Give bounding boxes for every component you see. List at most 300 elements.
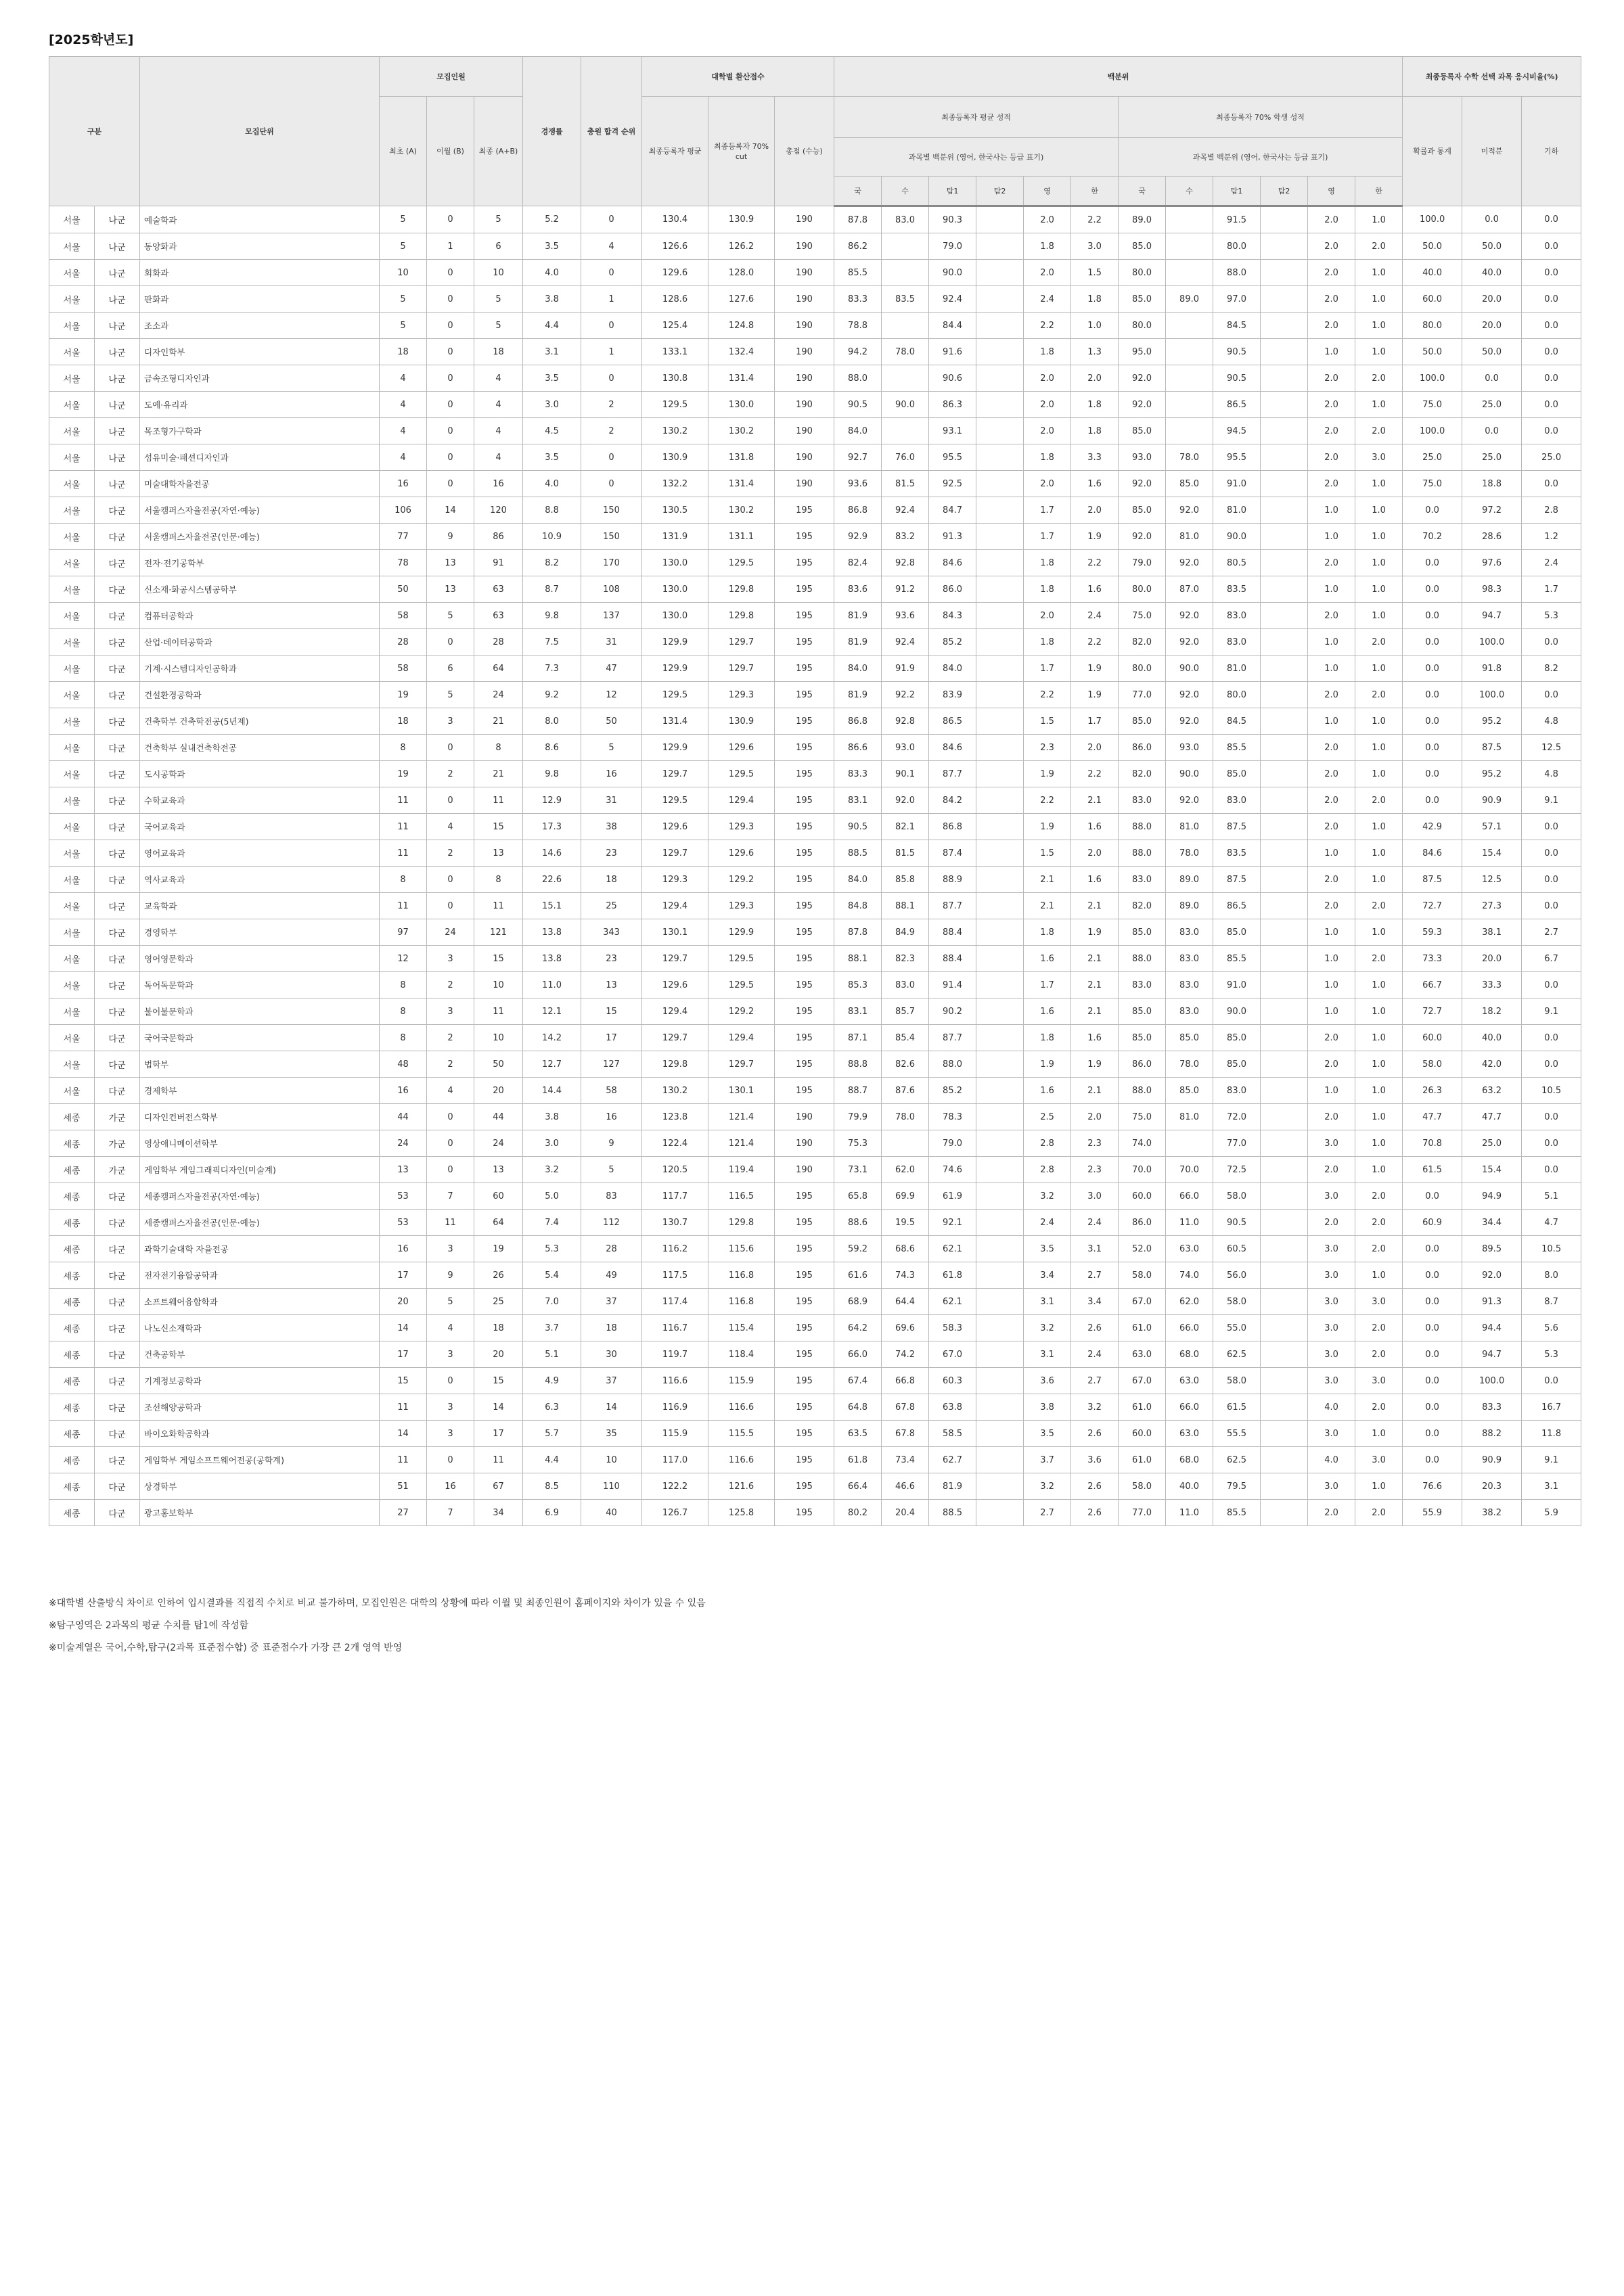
cell-waitlist-rank: 35: [581, 1421, 642, 1447]
cell-p70-t2: [1261, 1210, 1308, 1236]
cell-score-avg: 123.8: [642, 1104, 708, 1130]
cell-recruit-final: 18: [474, 1315, 523, 1341]
cell-campus: 서울: [49, 1078, 95, 1104]
cell-group: 다군: [95, 998, 140, 1025]
cell-group: 나군: [95, 444, 140, 471]
cell-waitlist-rank: 37: [581, 1289, 642, 1315]
cell-avg-t2: [976, 233, 1024, 260]
cell-avg-hist: 2.6: [1071, 1473, 1119, 1500]
cell-ratio-stat: 50.0: [1403, 233, 1462, 260]
cell-p70-hist: 1.0: [1355, 972, 1403, 998]
cell-avg-eng: 3.6: [1024, 1368, 1071, 1394]
cell-avg-t1: 87.7: [929, 761, 976, 787]
cell-ratio-stat: 0.0: [1403, 1289, 1462, 1315]
cell-unit: 건축학부 실내건축학전공: [140, 735, 380, 761]
cell-recruit-initial: 11: [380, 1394, 427, 1421]
cell-p70-hist: 1.0: [1355, 576, 1403, 603]
cell-p70-eng: 2.0: [1308, 893, 1355, 919]
table-row: [49, 524, 1581, 550]
cell-avg-hist: 2.2: [1071, 550, 1119, 576]
cell-recruit-final: 11: [474, 893, 523, 919]
cell-p70-eng: 1.0: [1308, 524, 1355, 550]
cell-campus: 서울: [49, 1025, 95, 1051]
cell-p70-math: 62.0: [1166, 1289, 1213, 1315]
cell-recruit-transfer: 0: [427, 1104, 474, 1130]
cell-avg-math: [882, 313, 929, 339]
cell-p70-eng: 1.0: [1308, 998, 1355, 1025]
cell-recruit-initial: 5: [380, 313, 427, 339]
cell-p70-hist: 1.0: [1355, 735, 1403, 761]
cell-p70-t2: [1261, 313, 1308, 339]
header-score-total: 총점 (수능): [775, 97, 834, 206]
cell-avg-hist: 1.8: [1071, 392, 1119, 418]
cell-score-avg: 117.5: [642, 1262, 708, 1289]
cell-recruit-final: 10: [474, 260, 523, 286]
cell-score-avg: 130.8: [642, 365, 708, 392]
cell-ratio-calc: 92.0: [1462, 1262, 1522, 1289]
cell-avg-t2: [976, 840, 1024, 867]
cell-group: 다군: [95, 946, 140, 972]
cell-score-avg: 117.7: [642, 1183, 708, 1210]
cell-p70-math: 66.0: [1166, 1394, 1213, 1421]
cell-avg-t2: [976, 998, 1024, 1025]
cell-p70-hist: 1.0: [1355, 1051, 1403, 1078]
cell-unit: 도시공학과: [140, 761, 380, 787]
cell-group: 다군: [95, 1315, 140, 1341]
cell-p70-t1: 87.5: [1213, 814, 1261, 840]
cell-recruit-final: 26: [474, 1262, 523, 1289]
cell-campus: 서울: [49, 761, 95, 787]
cell-campus: 세종: [49, 1421, 95, 1447]
cell-competition: 8.2: [523, 550, 581, 576]
cell-score-70cut: 130.9: [708, 708, 775, 735]
cell-p70-t1: 86.5: [1213, 893, 1261, 919]
cell-recruit-initial: 18: [380, 339, 427, 365]
cell-waitlist-rank: 0: [581, 365, 642, 392]
cell-avg-kor: 86.8: [834, 708, 882, 735]
cell-avg-hist: 2.6: [1071, 1421, 1119, 1447]
cell-recruit-final: 24: [474, 1130, 523, 1157]
cell-recruit-transfer: 0: [427, 629, 474, 656]
cell-avg-math: 69.6: [882, 1315, 929, 1341]
cell-ratio-calc: 87.5: [1462, 735, 1522, 761]
cell-score-total: 195: [775, 603, 834, 629]
cell-campus: 세종: [49, 1394, 95, 1421]
table-row: [49, 1183, 1581, 1210]
cell-avg-hist: 1.7: [1071, 708, 1119, 735]
cell-waitlist-rank: 13: [581, 972, 642, 998]
cell-competition: 12.7: [523, 1051, 581, 1078]
cell-p70-t1: 85.5: [1213, 946, 1261, 972]
table-row: [49, 603, 1581, 629]
cell-avg-eng: 2.1: [1024, 867, 1071, 893]
cell-campus: 세종: [49, 1289, 95, 1315]
cell-recruit-final: 8: [474, 867, 523, 893]
cell-recruit-initial: 77: [380, 524, 427, 550]
cell-ratio-geo: 6.7: [1522, 946, 1581, 972]
cell-avg-hist: 1.9: [1071, 524, 1119, 550]
cell-p70-t1: 91.0: [1213, 972, 1261, 998]
cell-unit: 컴퓨터공학과: [140, 603, 380, 629]
cell-avg-t1: 60.3: [929, 1368, 976, 1394]
cell-p70-t2: [1261, 1262, 1308, 1289]
cell-avg-t1: 58.5: [929, 1421, 976, 1447]
cell-p70-t2: [1261, 1473, 1308, 1500]
cell-avg-t1: 87.7: [929, 893, 976, 919]
admission-results-table: [49, 56, 1581, 1526]
cell-avg-eng: 2.0: [1024, 206, 1071, 233]
cell-ratio-calc: 20.3: [1462, 1473, 1522, 1500]
cell-avg-t1: 62.1: [929, 1289, 976, 1315]
cell-avg-t2: [976, 656, 1024, 682]
cell-p70-eng: 2.0: [1308, 682, 1355, 708]
cell-waitlist-rank: 10: [581, 1447, 642, 1473]
table-row: [49, 1210, 1581, 1236]
cell-competition: 14.4: [523, 1078, 581, 1104]
cell-group: 나군: [95, 260, 140, 286]
cell-ratio-calc: 40.0: [1462, 1025, 1522, 1051]
cell-score-total: 195: [775, 1421, 834, 1447]
cell-competition: 12.9: [523, 787, 581, 814]
cell-score-70cut: 132.4: [708, 339, 775, 365]
cell-score-total: 195: [775, 550, 834, 576]
cell-competition: 17.3: [523, 814, 581, 840]
cell-ratio-geo: 11.8: [1522, 1421, 1581, 1447]
cell-recruit-final: 17: [474, 1421, 523, 1447]
cell-p70-math: 78.0: [1166, 840, 1213, 867]
cell-avg-hist: 1.5: [1071, 260, 1119, 286]
cell-ratio-stat: 75.0: [1403, 471, 1462, 497]
cell-unit: 세종캠퍼스자율전공(자연·예능): [140, 1183, 380, 1210]
cell-avg-math: 74.3: [882, 1262, 929, 1289]
cell-p70-t1: 58.0: [1213, 1289, 1261, 1315]
cell-p70-math: 74.0: [1166, 1262, 1213, 1289]
cell-avg-t1: 61.8: [929, 1262, 976, 1289]
cell-unit: 판화과: [140, 286, 380, 313]
cell-p70-math: [1166, 313, 1213, 339]
cell-ratio-geo: 0.0: [1522, 365, 1581, 392]
cell-p70-t1: 90.5: [1213, 365, 1261, 392]
cell-avg-eng: 1.6: [1024, 1078, 1071, 1104]
cell-group: 다군: [95, 1421, 140, 1447]
cell-recruit-initial: 48: [380, 1051, 427, 1078]
cell-recruit-transfer: 4: [427, 814, 474, 840]
cell-competition: 5.3: [523, 1236, 581, 1262]
cell-competition: 4.4: [523, 313, 581, 339]
cell-ratio-geo: 8.0: [1522, 1262, 1581, 1289]
cell-p70-kor: 83.0: [1119, 787, 1166, 814]
cell-ratio-calc: 94.7: [1462, 1341, 1522, 1368]
table-row: [49, 735, 1581, 761]
cell-p70-t2: [1261, 1341, 1308, 1368]
cell-group: 다군: [95, 1051, 140, 1078]
cell-avg-math: 84.9: [882, 919, 929, 946]
cell-ratio-geo: 1.7: [1522, 576, 1581, 603]
cell-p70-math: 92.0: [1166, 708, 1213, 735]
cell-unit: 독어독문학과: [140, 972, 380, 998]
header-avg-math: 수: [882, 177, 929, 206]
cell-avg-math: 64.4: [882, 1289, 929, 1315]
header-avg-eng: 영: [1024, 177, 1071, 206]
cell-recruit-transfer: 0: [427, 471, 474, 497]
cell-score-total: 195: [775, 682, 834, 708]
cell-avg-math: 93.0: [882, 735, 929, 761]
cell-avg-eng: 2.1: [1024, 893, 1071, 919]
cell-campus: 서울: [49, 471, 95, 497]
cell-recruit-transfer: 3: [427, 708, 474, 735]
cell-campus: 세종: [49, 1157, 95, 1183]
table-row: [49, 1368, 1581, 1394]
cell-score-total: 190: [775, 339, 834, 365]
cell-ratio-calc: 95.2: [1462, 761, 1522, 787]
cell-p70-hist: 1.0: [1355, 1078, 1403, 1104]
cell-p70-eng: 1.0: [1308, 840, 1355, 867]
cell-ratio-geo: 8.7: [1522, 1289, 1581, 1315]
cell-recruit-initial: 58: [380, 656, 427, 682]
cell-ratio-calc: 97.6: [1462, 550, 1522, 576]
cell-avg-kor: 66.0: [834, 1341, 882, 1368]
cell-score-70cut: 129.8: [708, 576, 775, 603]
cell-score-70cut: 129.3: [708, 814, 775, 840]
cell-campus: 세종: [49, 1210, 95, 1236]
cell-p70-kor: 80.0: [1119, 656, 1166, 682]
cell-p70-hist: 1.0: [1355, 1130, 1403, 1157]
cell-recruit-transfer: 9: [427, 1262, 474, 1289]
cell-campus: 서울: [49, 286, 95, 313]
cell-p70-hist: 1.0: [1355, 1262, 1403, 1289]
cell-campus: 세종: [49, 1473, 95, 1500]
header-unit: 모집단위: [140, 57, 380, 206]
cell-avg-kor: 84.0: [834, 867, 882, 893]
cell-avg-t1: 86.8: [929, 814, 976, 840]
cell-score-total: 195: [775, 576, 834, 603]
cell-p70-t2: [1261, 392, 1308, 418]
cell-ratio-geo: 0.0: [1522, 418, 1581, 444]
cell-campus: 서울: [49, 603, 95, 629]
cell-avg-t2: [976, 919, 1024, 946]
cell-avg-math: 92.4: [882, 497, 929, 524]
cell-avg-t2: [976, 814, 1024, 840]
cell-score-70cut: 129.4: [708, 1025, 775, 1051]
cell-score-total: 195: [775, 708, 834, 735]
cell-recruit-initial: 10: [380, 260, 427, 286]
cell-avg-eng: 3.2: [1024, 1473, 1071, 1500]
cell-p70-t1: 83.0: [1213, 603, 1261, 629]
cell-score-avg: 129.7: [642, 761, 708, 787]
cell-waitlist-rank: 83: [581, 1183, 642, 1210]
cell-recruit-initial: 27: [380, 1500, 427, 1526]
cell-score-70cut: 129.8: [708, 1210, 775, 1236]
cell-p70-t2: [1261, 1500, 1308, 1526]
cell-ratio-calc: 42.0: [1462, 1051, 1522, 1078]
cell-campus: 세종: [49, 1130, 95, 1157]
cell-avg-hist: 2.1: [1071, 972, 1119, 998]
cell-avg-eng: 1.9: [1024, 761, 1071, 787]
cell-avg-t1: 90.0: [929, 260, 976, 286]
cell-avg-t1: 84.0: [929, 656, 976, 682]
cell-group: 다군: [95, 1447, 140, 1473]
cell-avg-t2: [976, 603, 1024, 629]
header-70-hist: 한: [1355, 177, 1403, 206]
cell-recruit-final: 11: [474, 998, 523, 1025]
cell-competition: 4.9: [523, 1368, 581, 1394]
cell-competition: 11.0: [523, 972, 581, 998]
cell-ratio-calc: 100.0: [1462, 682, 1522, 708]
cell-campus: 서울: [49, 787, 95, 814]
cell-score-total: 195: [775, 867, 834, 893]
cell-recruit-final: 5: [474, 313, 523, 339]
cell-score-avg: 130.2: [642, 1078, 708, 1104]
cell-score-avg: 122.2: [642, 1473, 708, 1500]
cell-ratio-stat: 0.0: [1403, 1341, 1462, 1368]
cell-avg-kor: 87.1: [834, 1025, 882, 1051]
cell-avg-eng: 2.0: [1024, 471, 1071, 497]
cell-campus: 서울: [49, 735, 95, 761]
cell-ratio-geo: 0.0: [1522, 260, 1581, 286]
footnote: ※대학별 산출방식 차이로 인하여 입시결과를 직접적 수치로 비교 불가하며, 모집인원은 대학의 상황에 따라 이월 및 최종인원이 홈페이지와 차이가 있을 수 있음: [49, 1598, 706, 1609]
cell-avg-kor: 83.6: [834, 576, 882, 603]
cell-score-avg: 129.7: [642, 840, 708, 867]
cell-waitlist-rank: 5: [581, 1157, 642, 1183]
cell-p70-t1: 90.5: [1213, 339, 1261, 365]
cell-p70-math: 87.0: [1166, 576, 1213, 603]
cell-competition: 9.8: [523, 761, 581, 787]
cell-avg-eng: 3.4: [1024, 1262, 1071, 1289]
cell-p70-kor: 82.0: [1119, 761, 1166, 787]
cell-ratio-stat: 0.0: [1403, 1368, 1462, 1394]
cell-unit: 게임학부 게임소프트웨어전공(공학계): [140, 1447, 380, 1473]
cell-p70-t2: [1261, 1447, 1308, 1473]
cell-p70-t2: [1261, 735, 1308, 761]
cell-unit: 경제학부: [140, 1078, 380, 1104]
cell-p70-t2: [1261, 524, 1308, 550]
cell-score-70cut: 129.5: [708, 550, 775, 576]
cell-avg-kor: 61.6: [834, 1262, 882, 1289]
cell-score-avg: 130.2: [642, 418, 708, 444]
cell-avg-hist: 1.3: [1071, 339, 1119, 365]
cell-avg-t2: [976, 682, 1024, 708]
cell-avg-math: 82.3: [882, 946, 929, 972]
cell-p70-t2: [1261, 919, 1308, 946]
cell-group: 다군: [95, 629, 140, 656]
cell-p70-t2: [1261, 1104, 1308, 1130]
cell-p70-hist: 3.0: [1355, 1368, 1403, 1394]
cell-avg-math: 92.8: [882, 550, 929, 576]
cell-score-total: 190: [775, 286, 834, 313]
table-row: [49, 1104, 1581, 1130]
cell-unit: 금속조형디자인과: [140, 365, 380, 392]
cell-unit: 전자전기융합공학과: [140, 1262, 380, 1289]
cell-recruit-final: 21: [474, 761, 523, 787]
header-avg-t2: 탐2: [976, 177, 1024, 206]
cell-group: 다군: [95, 682, 140, 708]
cell-ratio-stat: 59.3: [1403, 919, 1462, 946]
cell-score-total: 195: [775, 524, 834, 550]
cell-campus: 세종: [49, 1104, 95, 1130]
table-row: [49, 1500, 1581, 1526]
cell-p70-math: 92.0: [1166, 603, 1213, 629]
cell-recruit-initial: 11: [380, 893, 427, 919]
cell-avg-math: [882, 233, 929, 260]
cell-score-total: 190: [775, 1130, 834, 1157]
cell-p70-t1: 80.5: [1213, 550, 1261, 576]
cell-score-avg: 129.5: [642, 682, 708, 708]
cell-p70-hist: 2.0: [1355, 1315, 1403, 1341]
cell-avg-hist: 2.2: [1071, 206, 1119, 233]
cell-p70-hist: 1.0: [1355, 497, 1403, 524]
cell-recruit-transfer: 5: [427, 682, 474, 708]
cell-p70-kor: 92.0: [1119, 365, 1166, 392]
cell-avg-t1: 84.6: [929, 735, 976, 761]
cell-recruit-initial: 4: [380, 418, 427, 444]
cell-avg-kor: 84.8: [834, 893, 882, 919]
header-pct-avg-sub: 과목별 백분위 (영어, 한국사는 등급 표기): [834, 138, 1119, 177]
table-row: [49, 1341, 1581, 1368]
cell-avg-math: 78.0: [882, 339, 929, 365]
cell-avg-t2: [976, 1421, 1024, 1447]
cell-score-total: 195: [775, 814, 834, 840]
cell-group: 다군: [95, 524, 140, 550]
cell-p70-eng: 2.0: [1308, 735, 1355, 761]
cell-p70-hist: 2.0: [1355, 1341, 1403, 1368]
cell-campus: 서울: [49, 524, 95, 550]
cell-p70-kor: 80.0: [1119, 313, 1166, 339]
cell-p70-math: 83.0: [1166, 972, 1213, 998]
cell-p70-eng: 2.0: [1308, 1051, 1355, 1078]
cell-score-total: 195: [775, 1500, 834, 1526]
cell-p70-t2: [1261, 761, 1308, 787]
cell-score-70cut: 130.2: [708, 418, 775, 444]
cell-recruit-final: 13: [474, 840, 523, 867]
cell-group: 다군: [95, 1289, 140, 1315]
cell-score-total: 195: [775, 1341, 834, 1368]
cell-recruit-initial: 106: [380, 497, 427, 524]
cell-score-70cut: 126.2: [708, 233, 775, 260]
header-recruit-transfer: 이월 (B): [427, 97, 474, 206]
cell-ratio-calc: 57.1: [1462, 814, 1522, 840]
cell-ratio-geo: 0.0: [1522, 972, 1581, 998]
cell-p70-eng: 2.0: [1308, 233, 1355, 260]
cell-score-total: 195: [775, 735, 834, 761]
table-row: [49, 233, 1581, 260]
cell-recruit-final: 14: [474, 1394, 523, 1421]
table-row: [49, 656, 1581, 682]
cell-campus: 세종: [49, 1368, 95, 1394]
cell-competition: 3.5: [523, 444, 581, 471]
cell-ratio-stat: 0.0: [1403, 1236, 1462, 1262]
cell-competition: 8.7: [523, 576, 581, 603]
cell-avg-t1: 74.6: [929, 1157, 976, 1183]
cell-score-70cut: 116.8: [708, 1289, 775, 1315]
cell-score-total: 195: [775, 893, 834, 919]
cell-recruit-transfer: 2: [427, 840, 474, 867]
cell-ratio-stat: 73.3: [1403, 946, 1462, 972]
cell-ratio-calc: 100.0: [1462, 629, 1522, 656]
cell-ratio-stat: 100.0: [1403, 418, 1462, 444]
cell-p70-math: 66.0: [1166, 1183, 1213, 1210]
cell-avg-math: 85.8: [882, 867, 929, 893]
cell-avg-hist: 2.2: [1071, 629, 1119, 656]
cell-score-avg: 116.7: [642, 1315, 708, 1341]
cell-ratio-geo: 0.0: [1522, 1130, 1581, 1157]
cell-avg-kor: 73.1: [834, 1157, 882, 1183]
cell-recruit-initial: 58: [380, 603, 427, 629]
cell-waitlist-rank: 0: [581, 444, 642, 471]
cell-p70-t1: 94.5: [1213, 418, 1261, 444]
cell-recruit-final: 16: [474, 471, 523, 497]
cell-group: 다군: [95, 1210, 140, 1236]
cell-recruit-transfer: 4: [427, 1078, 474, 1104]
